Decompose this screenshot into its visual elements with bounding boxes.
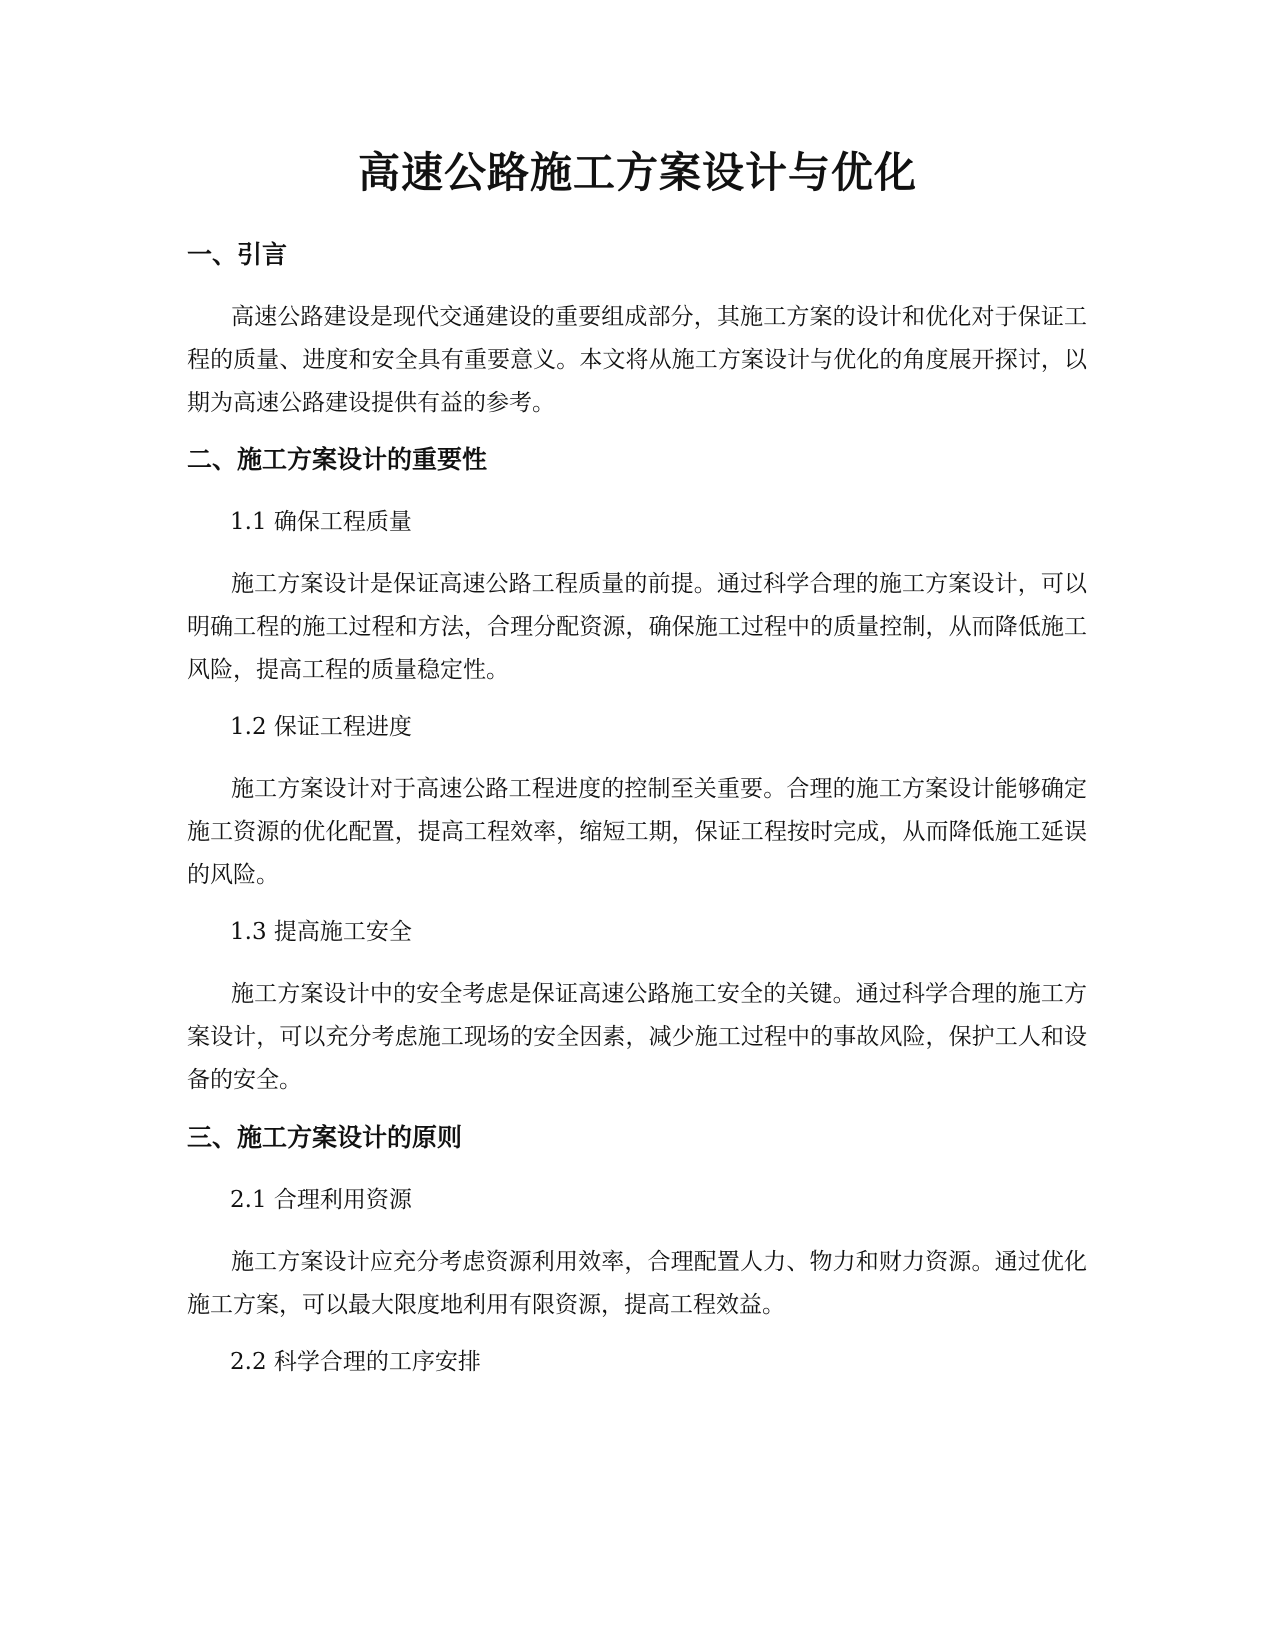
subheading-1-2: 1.2 保证工程进度 [230, 714, 412, 740]
paragraph-2-1: 施工方案设计应充分考虑资源利用效率，合理配置人力、物力和财力资源。通过优化施工方案，可以最大限度地利用有限资源，提高工程效益。 [187, 1249, 1087, 1318]
section-heading-introduction: 一、引言 [187, 240, 288, 269]
document-title: 高速公路施工方案设计与优化 [357, 148, 917, 197]
subheading-2-1: 2.1 合理利用资源 [230, 1187, 412, 1213]
paragraph-1-1: 施工方案设计是保证高速公路工程质量的前提。通过科学合理的施工方案设计，可以明确工程的施工过程和方法，合理分配资源，确保施工过程中的质量控制，从而降低施工风险，提高工程的质量稳定性。 [187, 571, 1087, 683]
subheading-1-1: 1.1 确保工程质量 [230, 509, 412, 535]
subheading-1-3: 1.3 提高施工安全 [230, 919, 412, 945]
paragraph-1-2: 施工方案设计对于高速公路工程进度的控制至关重要。合理的施工方案设计能够确定施工资源的优化配置，提高工程效率，缩短工期，保证工程按时完成，从而降低施工延误的风险。 [187, 776, 1087, 888]
section-heading-importance: 二、施工方案设计的重要性 [187, 445, 488, 474]
paragraph-1-3: 施工方案设计中的安全考虑是保证高速公路施工安全的关键。通过科学合理的施工方案设计，可以充分考虑施工现场的安全因素，减少施工过程中的事故风险，保护工人和设备的安全。 [187, 981, 1087, 1093]
section-heading-principles: 三、施工方案设计的原则 [187, 1123, 463, 1152]
subheading-2-2: 2.2 科学合理的工序安排 [230, 1349, 481, 1375]
introduction-paragraph: 高速公路建设是现代交通建设的重要组成部分，其施工方案的设计和优化对于保证工程的质量、进度和安全具有重要意义。本文将从施工方案设计与优化的角度展开探讨，以期为高速公路建设提供有益的参考。 [187, 304, 1087, 416]
